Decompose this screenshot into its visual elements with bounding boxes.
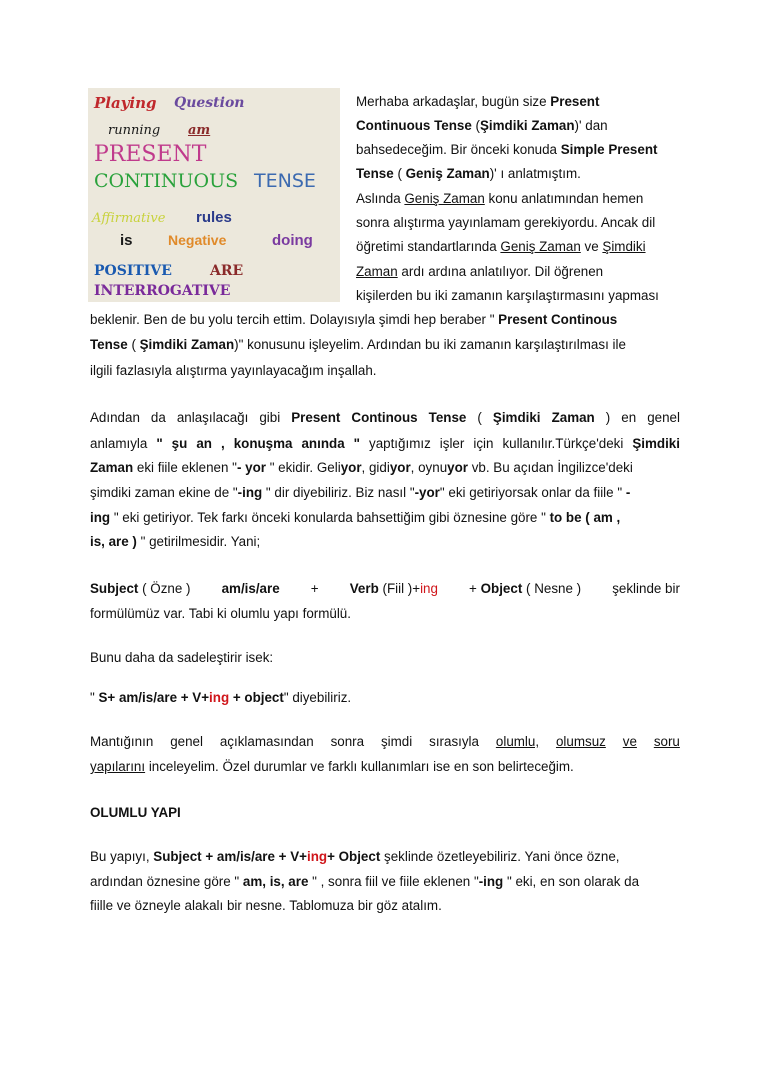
intro-line-11: Tense ( Şimdiki Zaman)" konusunu işleyelim. Ardından bu iki zamanın karşılaştırılması ile bbox=[90, 337, 626, 352]
present-continuous-banner-image bbox=[88, 88, 340, 302]
banner-word-tense: TENSE bbox=[254, 170, 316, 192]
intro-line-6: sonra alıştırma yayınlamam gerekiyordu. Ancak dil bbox=[356, 215, 656, 230]
intro-line-7: öğretimi standartlarında Geniş Zaman ve Şimdiki bbox=[356, 239, 646, 254]
logic-line-1: Mantığının genel açıklamasından sonra şimdi sırasıyla olumlu, olumsuz ve soru bbox=[90, 734, 680, 749]
intro-line-4: Tense ( Geniş Zaman)' ı anlatmıştım. bbox=[356, 166, 581, 181]
formula-line-2: formülümüz var. Tabi ki olumlu yapı formülü. bbox=[90, 606, 351, 621]
intro-line-9: kişilerden bu iki zamanın karşılaştırmasını yapması bbox=[356, 288, 659, 303]
banner-word-interrogative: INTERROGATIVE bbox=[94, 283, 231, 299]
banner-word-doing: doing bbox=[272, 232, 313, 249]
banner-word-question: Question bbox=[174, 95, 245, 111]
intro-line-2: Continuous Tense (Şimdiki Zaman)' dan bbox=[356, 118, 608, 133]
banner-word-running: running bbox=[108, 123, 161, 138]
simplify-line: Bunu daha da sadeleştirir isek: bbox=[90, 650, 274, 665]
banner-word-playing: Playing bbox=[94, 94, 157, 112]
banner-word-is: is bbox=[120, 232, 133, 249]
banner-word-affirmative: Affirmative bbox=[92, 211, 166, 226]
definition-line-2: anlamıyla " şu an , konuşma anında " yaptığımız işler için kullanılır.Türkçe'deki Şimdiki bbox=[90, 436, 680, 451]
intro-line-1: Merhaba arkadaşlar, bugün size Present bbox=[356, 94, 600, 109]
intro-line-12: ilgili fazlasıyla alıştırma yayınlayacağım inşallah. bbox=[90, 363, 377, 378]
banner-word-am: am bbox=[188, 123, 211, 138]
olumlu-line-1: Bu yapıyı, Subject + am/is/are + V+ing+ Object şeklinde özetleyebiliriz. Yani önce özne, bbox=[90, 849, 620, 864]
section-heading-olumlu-yapi: OLUMLU YAPI bbox=[90, 805, 181, 820]
intro-line-3: bahsedeceğim. Bir önceki konuda Simple Present bbox=[356, 142, 658, 157]
intro-line-10: beklenir. Ben de bu yolu tercih ettim. Dolayısıyla şimdi hep beraber " Present Continous bbox=[90, 312, 618, 327]
banner-word-are: ARE bbox=[210, 263, 244, 279]
olumlu-line-2: ardından öznesine göre " am, is, are " , sonra fiil ve fiile eklenen "-ing " eki, en son olarak da bbox=[90, 874, 640, 889]
banner-word-continuous: CONTINUOUS bbox=[94, 170, 239, 192]
short-formula-line: " S+ am/is/are + V+ing + object" diyebiliriz. bbox=[90, 690, 352, 705]
logic-line-2: yapılarını inceleyelim. Özel durumlar ve farklı kullanımları ise en son belirteceğim. bbox=[90, 759, 574, 774]
banner-word-negative: Negative bbox=[168, 232, 227, 248]
definition-line-4: şimdiki zaman ekine de "-ing " dir diyebiliriz. Biz nasıl "-yor" eki getiriyorsak onlar da fiile " - bbox=[90, 485, 631, 500]
banner-word-present: PRESENT bbox=[94, 142, 207, 167]
olumlu-line-3: fiille ve özneyle alakalı bir nesne. Tablomuza bir göz atalım. bbox=[90, 898, 442, 913]
intro-line-5: Aslında Geniş Zaman konu anlatımından hemen bbox=[356, 191, 644, 206]
banner-word-rules: rules bbox=[196, 209, 232, 226]
definition-line-6: is, are ) " getirilmesidir. Yani; bbox=[90, 534, 261, 549]
definition-line-3: Zaman eki fiile eklenen "- yor " ekidir. Geliyor, gidiyor, oynuyor vb. Bu açıdan İngilizce'deki bbox=[90, 460, 633, 475]
intro-line-8: Zaman ardı ardına anlatılıyor. Dil öğrenen bbox=[356, 264, 604, 279]
definition-line-5: ing " eki getiriyor. Tek farkı önceki konularda bahsettiğim gibi öznesine göre " to be ( am , bbox=[90, 510, 621, 525]
formula-line-1: Subject ( Özne ) am/is/are + Verb (Fiil )+ing + Object ( Nesne ) şeklinde bir bbox=[90, 581, 680, 596]
definition-line-1: Adından da anlaşılacağı gibi Present Continous Tense ( Şimdiki Zaman ) en genel bbox=[90, 410, 680, 425]
banner-word-positive: POSITIVE bbox=[94, 263, 172, 279]
